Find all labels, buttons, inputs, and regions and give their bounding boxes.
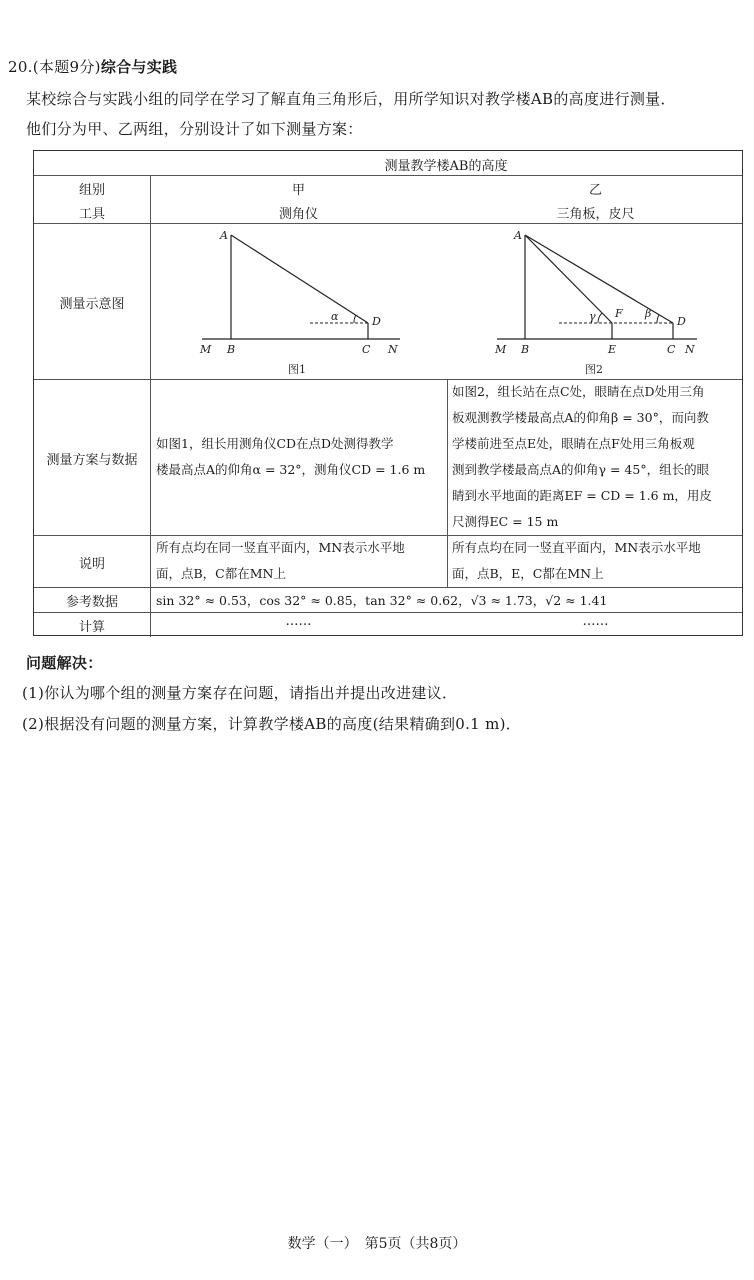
label-m: M: [200, 343, 212, 356]
label-n: N: [685, 343, 695, 356]
label-alpha: α: [331, 310, 339, 323]
angle-gamma-arc: [598, 313, 602, 323]
group-a-plan: 如图1，组长用测角仪CD在点D处测得教学 楼最高点A的仰角α = 32°，测角仪CD = 1.6 m: [156, 436, 426, 477]
group-a-name: 甲: [291, 183, 305, 198]
group-b-tool: 三角板，皮尺: [556, 207, 635, 222]
sight-line-ad: [231, 235, 368, 323]
group-a-note: 所有点均在同一竖直平面内，MN表示水平地 面，点B，C都在MN上: [156, 540, 405, 581]
row-label-calc: 计算: [78, 620, 105, 635]
question-score: (本题9分): [32, 58, 101, 76]
label-e: E: [608, 343, 617, 356]
question-title: 综合与实践: [100, 58, 178, 76]
angle-alpha-arc: [354, 315, 356, 323]
label-a: A: [514, 229, 522, 242]
question-number: 20.: [8, 58, 33, 76]
part-1: (1)你认为哪个组的测量方案存在问题，请指出并提出改进建议．: [22, 684, 458, 702]
row-label-group: 组别: [78, 183, 105, 198]
label-beta: β: [645, 307, 652, 320]
label-n: N: [388, 343, 398, 356]
row-label-diagram: 测量示意图: [59, 297, 125, 312]
solve-title: 问题解决：: [26, 654, 103, 672]
intro-line-1: 某校综合与实践小组的同学在学习了解直角三角形后，用所学知识对教学楼AB的高度进行测量．: [26, 90, 676, 108]
label-d: D: [677, 315, 686, 328]
figure-1-caption: 图1: [288, 363, 306, 376]
label-a: A: [220, 229, 228, 242]
group-b-plan: 如图2，组长站在点C处，眼睛在点D处用三角 板观测教学楼最高点A的仰角β = 30°，而向教 学楼前进至点E处，眼睛在点F处用三角板观 测到教学楼最高点A的仰角γ = 45°，组长的眼 睛到水平地面的距离EF = CD = 1.6 m，用皮 尺测得EC = 15 m: [452, 384, 712, 529]
label-d: D: [372, 315, 381, 328]
label-gamma: γ: [589, 310, 596, 323]
measurement-table: [33, 150, 743, 636]
figure-2-caption: 图2: [585, 363, 603, 376]
group-b-calc: ……: [582, 614, 609, 629]
label-f: F: [615, 307, 623, 320]
label-b: B: [227, 343, 236, 356]
label-c: C: [362, 343, 371, 356]
row-label-plan: 测量方案与数据: [46, 453, 138, 468]
label-b: B: [521, 343, 530, 356]
group-b-name: 乙: [588, 183, 602, 198]
label-c: C: [667, 343, 676, 356]
group-a-calc: ……: [285, 614, 312, 629]
reference-data: sin 32° ≈ 0.53，cos 32° ≈ 0.85，tan 32° ≈ 0.62，√3 ≈ 1.73，√2 ≈ 1.41: [156, 593, 608, 608]
part-2: (2)根据没有问题的测量方案，计算教学楼AB的高度(结果精确到0.1 m)．: [22, 715, 522, 733]
figure-1: [150, 223, 447, 379]
page-footer: 数学（一） 第5页（共8页）: [287, 1236, 467, 1252]
row-label-tool: 工具: [78, 207, 105, 222]
figure-2: [447, 223, 744, 379]
row-label-note: 说明: [78, 557, 105, 572]
table-caption: 测量教学楼AB的高度: [384, 159, 508, 174]
row-label-reference: 参考数据: [65, 595, 118, 610]
angle-beta-arc: [657, 315, 659, 323]
group-a-tool: 测角仪: [278, 207, 318, 222]
intro-line-2: 他们分为甲、乙两组，分别设计了如下测量方案：: [26, 120, 363, 138]
question-header: [8, 56, 177, 77]
group-b-note: 所有点均在同一竖直平面内，MN表示水平地 面，点B，E，C都在MN上: [452, 540, 701, 581]
label-m: M: [495, 343, 507, 356]
